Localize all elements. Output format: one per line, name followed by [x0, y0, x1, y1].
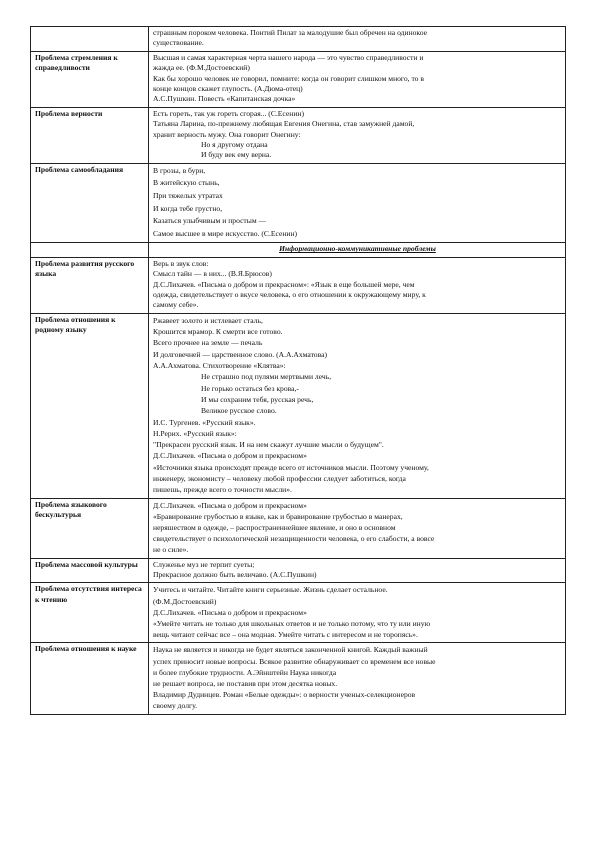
poem-line: И буду век ему верна.	[201, 150, 272, 160]
text-line: хранит верность мужу. Она говорит Онегину:	[153, 129, 301, 139]
row-label: Проблема верности	[31, 107, 149, 163]
text-line: Наука не является и никогда не будет являться законченной книгой. Каждый важный	[153, 645, 428, 655]
poem-line: Самое высшее в мире искусство. (С.Есенин)	[153, 228, 298, 238]
row-content	[149, 257, 566, 313]
row-content	[149, 583, 566, 643]
text-line: Как бы хорошо человек не говорил, помните: когда он говорит слишком много, то в	[153, 73, 424, 83]
poem-line: И мы сохраним тебя, русская речь,	[201, 394, 314, 404]
text-line: Учитесь и читайте. Читайте книги серьезные. Жизнь сделает остальное.	[153, 585, 388, 595]
text-line: А.А.Ахматова. Стихотворение «Клятва»:	[153, 361, 286, 371]
poem-line: В грозы, в бури,	[153, 165, 206, 175]
text-line: страшным пороком человека. Понтий Пилат за малодушие был обречен на одинокое	[153, 28, 428, 37]
poem-line: Ржавеет золото и истлевает сталь,	[153, 315, 263, 325]
text-line: свидетельствует о психологической незащищенности человека, о его слабости, а вовсе	[153, 534, 435, 544]
section-heading: Информационно-коммуникативные проблемы	[149, 243, 566, 257]
poem-line: Но я другому отдана	[201, 140, 268, 150]
text-line: Д.С.Лихачев. «Письма о добром и прекрасном»	[153, 500, 307, 510]
poem-line: Не страшно под пулями мертвыми лечь,	[201, 372, 332, 382]
row-content	[149, 558, 566, 583]
text-line: "Прекрасен русский язык. И на нем скажут лучшие мысли о будущем".	[153, 440, 384, 450]
text-line: (Ф.М.Достоевский)	[153, 596, 217, 606]
text-line: инженеру, экономисту – человеку любой профессии следует заботиться, когда	[153, 474, 406, 484]
text-line: Верь в звук слов:	[153, 258, 209, 268]
row-content	[149, 51, 566, 107]
table-row	[31, 498, 566, 558]
text-line: Д.С.Лихачев. «Письма о добром и прекрасном»	[153, 451, 307, 461]
table-row	[31, 107, 566, 163]
text-line: одежда, свидетельствует о вкусе человека, о его отношении к окружающему миру, к	[153, 290, 426, 300]
text-line: Высшая и самая характерная черта нашего народа — это чувство справедливости и	[153, 52, 424, 62]
row-label: Проблема стремления к справедливости	[31, 51, 149, 107]
table-row	[31, 583, 566, 643]
text-line: Д.С.Лихачев. «Письма о добром и прекрасном»: «Язык в еще большей мере, чем	[153, 279, 415, 289]
table-row	[31, 51, 566, 107]
row-label: Проблема отсутствия интереса к чтению	[31, 583, 149, 643]
text-line: неряшеством в одежде, – распространеннейшее явление, и оно в основном	[153, 523, 396, 533]
text-line: своему долгу.	[153, 701, 198, 711]
table-row	[31, 313, 566, 498]
text-line: не о силе».	[153, 545, 189, 555]
text-line: пишешь, прежде всего о точности мысли».	[153, 485, 292, 495]
row-content	[149, 27, 566, 52]
text-line: Прекрасное должно быть величаво. (А.С.Пушкин)	[153, 570, 317, 580]
poem-line: В житейскую стынь,	[153, 178, 220, 188]
poem-line: Крошится мрамор. К смерти все готово.	[153, 327, 283, 337]
text-line: И.С. Тургенев. «Русский язык».	[153, 417, 256, 427]
table-row	[31, 163, 566, 243]
text-line: Служенье муз не терпит суеты;	[153, 559, 255, 569]
text-line: Н.Рерих. «Русский язык»:	[153, 428, 237, 438]
row-label: Проблема развития русского языка	[31, 257, 149, 313]
poem-line: Не горько остаться без крова,-	[201, 383, 299, 393]
text-line: А.С.Пушкин. Повесть «Капитанская дочка»	[153, 94, 296, 104]
text-line: Владимир Дудинцев. Роман «Белые одежды»: о верности ученых-селекционеров	[153, 690, 416, 700]
text-line: вещь читают сейчас все – она модная. Умейте читать с интересом и не торопясь».	[153, 630, 418, 640]
text-line: Есть гореть, так уж гореть сгорая... (С.Есенин)	[153, 108, 304, 118]
table-row	[31, 257, 566, 313]
text-line: Д.С.Лихачев. «Письма о добром и прекрасном»	[153, 607, 307, 617]
text-line: жажда ее. (Ф.М.Достоевский)	[153, 63, 250, 73]
problems-table	[30, 26, 566, 715]
text-line: не решает вопроса, не поставив при этом десятка новых.	[153, 679, 338, 689]
poem-line: При тяжелых утратах	[153, 191, 223, 201]
text-line: Смысл тайн — в них... (В.Я.Брюсов)	[153, 269, 272, 279]
poem-line: И когда тебе грустно,	[153, 203, 223, 213]
text-line: «Бравирование грубостью в языке, как и бравирование грубостью в манерах,	[153, 511, 403, 521]
row-label: Проблема самообладания	[31, 163, 149, 243]
table-row	[31, 27, 566, 52]
row-label-empty	[31, 27, 149, 52]
row-label: Проблема отношения к науке	[31, 643, 149, 714]
poem-line: Всего прочнее на земле — печаль	[153, 338, 263, 348]
text-line: Татьяна Ларина, по-прежнему любящая Евгения Онегина, став замужней дамой,	[153, 119, 415, 129]
table-row	[31, 558, 566, 583]
document-page	[30, 26, 566, 715]
poem-line: Великое русское слово.	[201, 406, 277, 416]
text-line: успех приносит новые вопросы. Всякое развитие обнаруживает со временем все новые	[153, 656, 436, 666]
row-content	[149, 313, 566, 498]
text-line: и более глубокие трудности. А.Эйнштейн Наука никогда	[153, 667, 337, 677]
text-line: конце концов скажет глупость. (А.Дюма-отец)	[153, 84, 303, 94]
section-row	[31, 243, 566, 257]
row-content	[149, 107, 566, 163]
row-label: Проблема массовой культуры	[31, 558, 149, 583]
row-content	[149, 498, 566, 558]
text-line: самому себе».	[153, 300, 199, 310]
text-line: «Умейте читать не только для школьных ответов и не только потому, что ту или иную	[153, 619, 431, 629]
row-content	[149, 163, 566, 243]
poem-line: Казаться улыбчивым и простым —	[153, 216, 267, 226]
row-content	[149, 643, 566, 714]
table-row	[31, 643, 566, 714]
row-label: Проблема отношения к родному языку	[31, 313, 149, 498]
row-label-empty	[31, 243, 149, 257]
text-line: существование.	[153, 38, 204, 48]
text-line: «Источники языка происходят прежде всего от источников мысли. Поэтому ученому,	[153, 462, 429, 472]
row-label: Проблема языкового бескультурья	[31, 498, 149, 558]
poem-line: И долговечней — царственное слово. (А.А.Ахматова)	[153, 349, 327, 359]
